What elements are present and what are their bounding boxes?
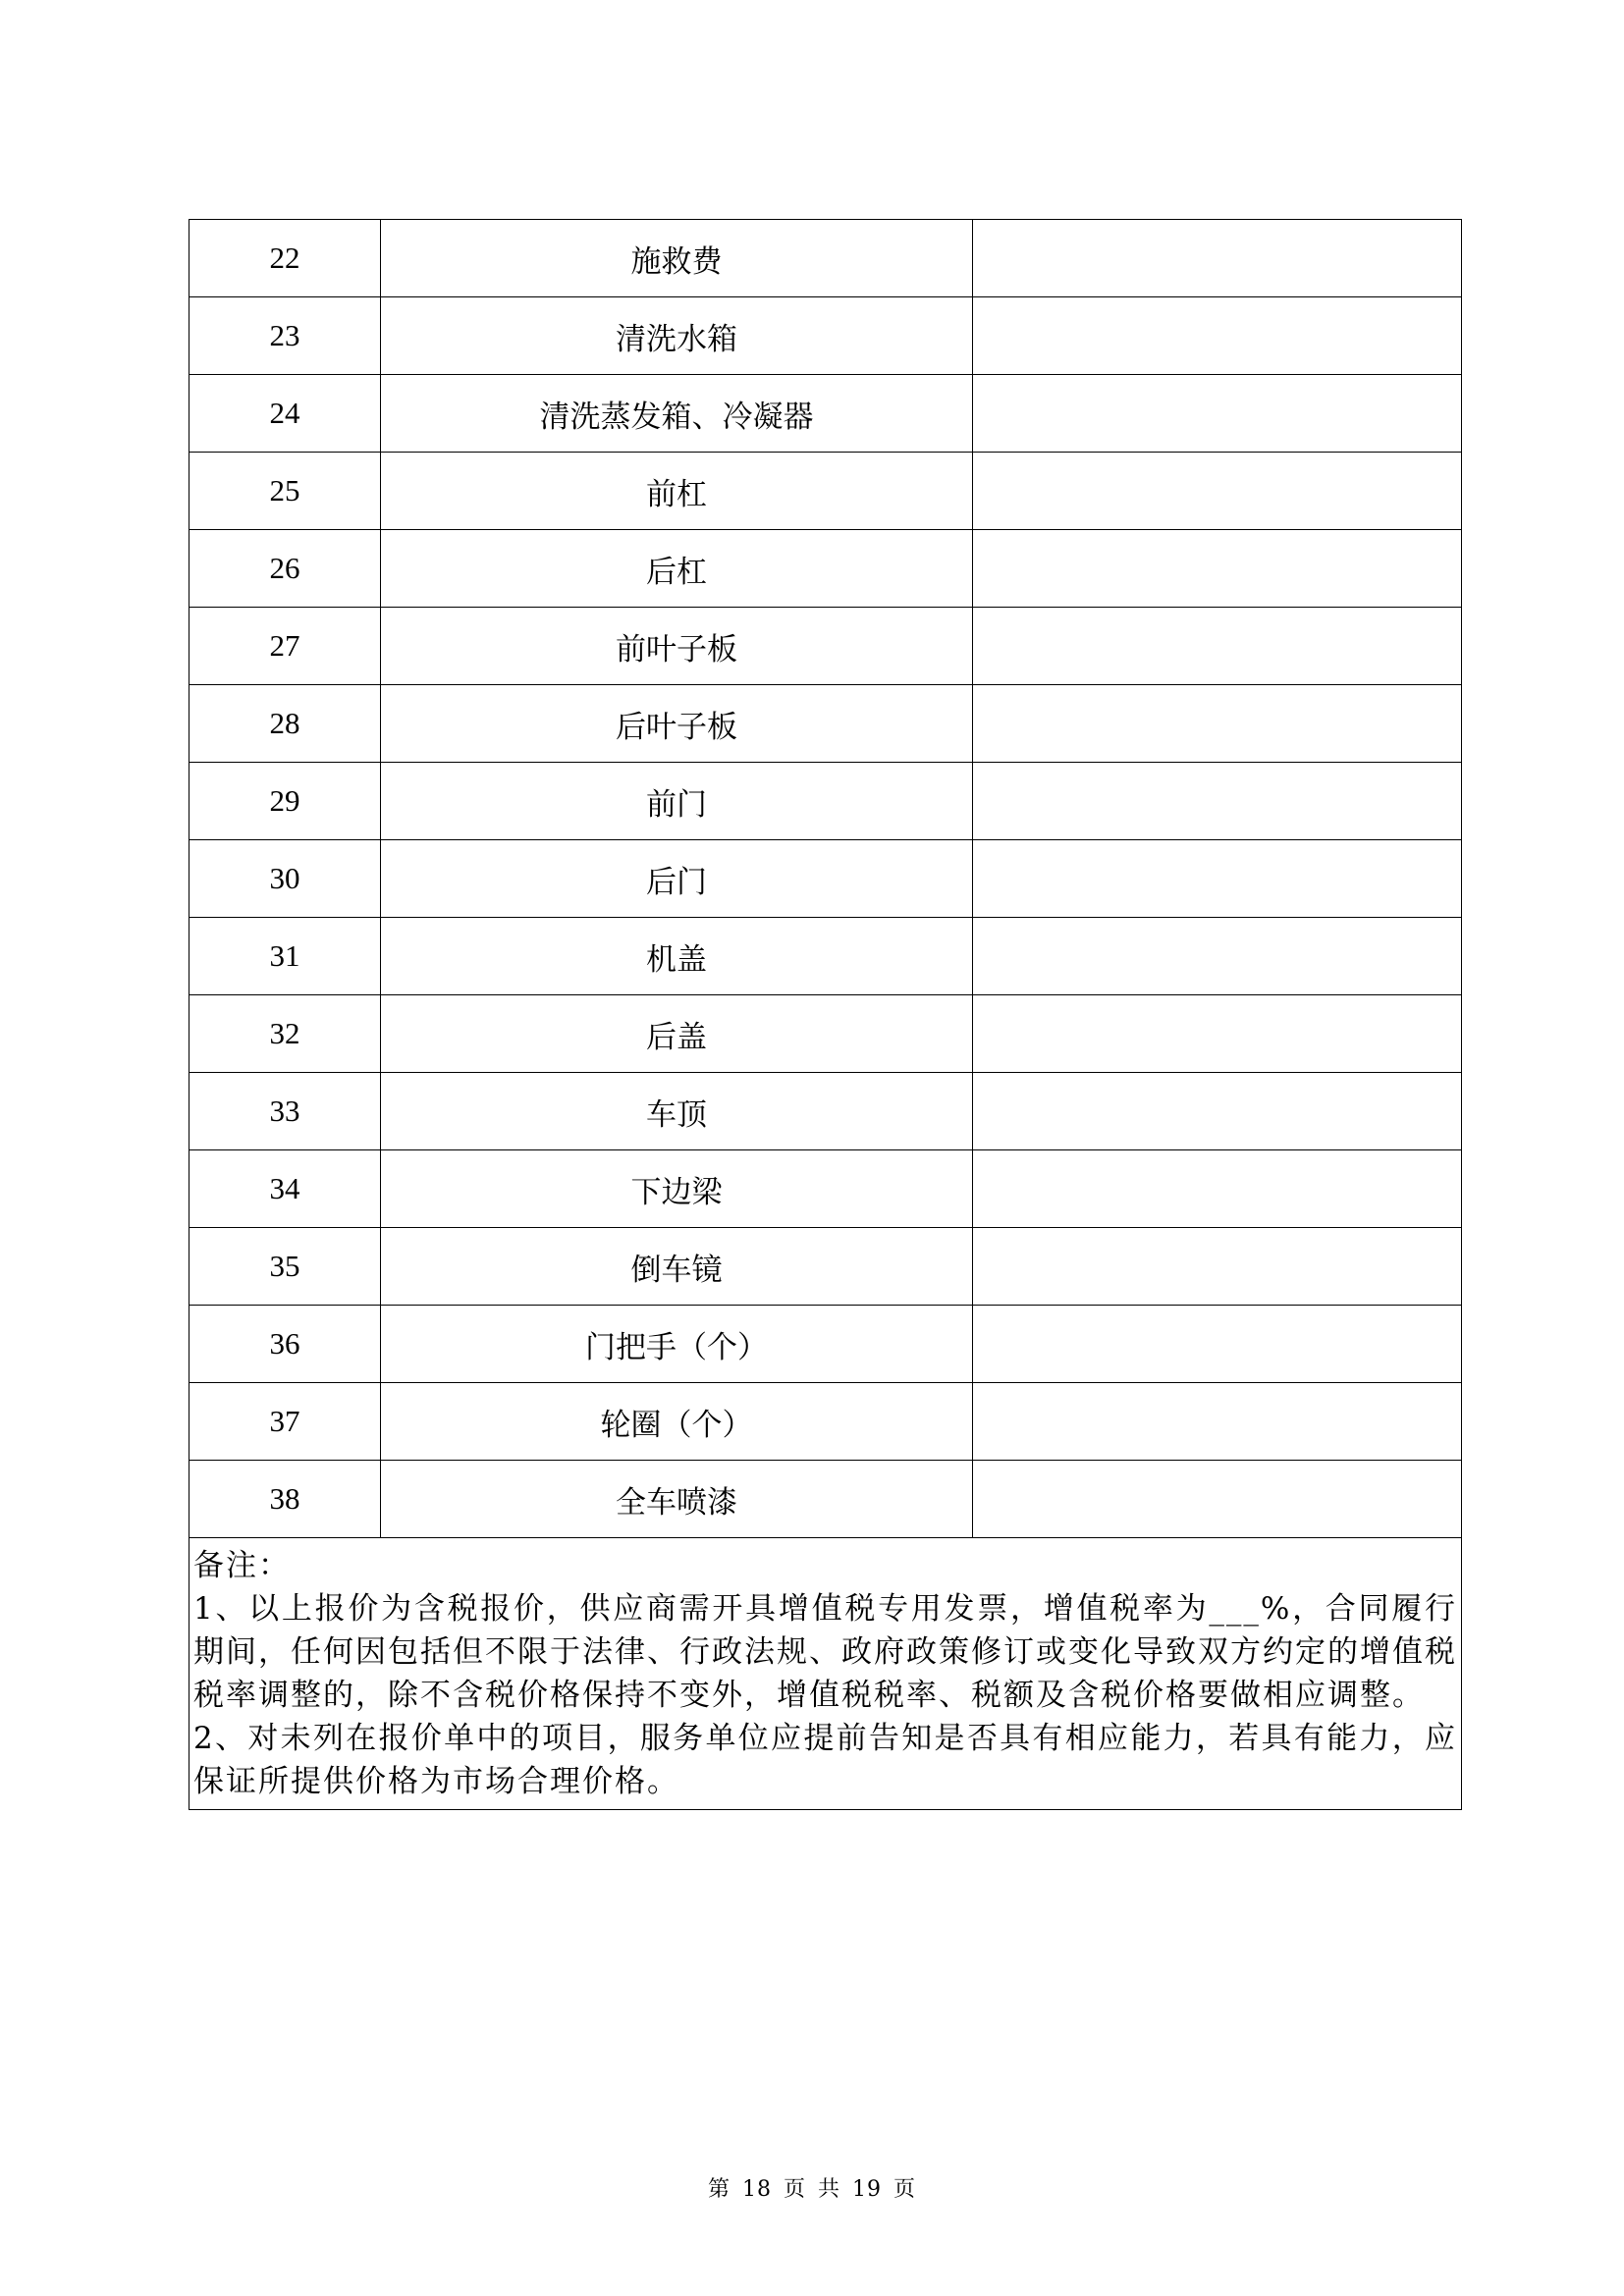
footer-page-current: 18 [741, 2177, 772, 2202]
notes-title: 备注： [193, 1548, 291, 1583]
notes-row [189, 1538, 1462, 1810]
table-row [189, 1150, 1462, 1228]
price-cell [973, 297, 1462, 375]
table-row [189, 918, 1462, 995]
row-number-cell: 23 [189, 297, 381, 375]
price-cell [973, 608, 1462, 685]
footer-page-total: 19 [852, 2177, 883, 2202]
item-name-cell: 清洗水箱 [381, 297, 973, 375]
row-number-cell: 26 [189, 530, 381, 608]
table-row [189, 530, 1462, 608]
table-row [189, 1383, 1462, 1461]
footer-total-prefix: 共 [818, 2177, 841, 2202]
table-row [189, 375, 1462, 453]
notes-cell [189, 1538, 1462, 1810]
row-number-cell: 32 [189, 995, 381, 1073]
table-row [189, 608, 1462, 685]
price-cell [973, 1228, 1462, 1306]
price-cell [973, 220, 1462, 297]
notes-item-1: 1、以上报价为含税报价，供应商需开具增值税专用发票，增值税率为___%，合同履行期间，任何因包括但不限于法律、行政法规、政府政策修订或变化导致双方约定的增值税税率调整的，除不含税价格保持不变外，增值税税率、税额及含税价格要做相应调整。 [193, 1591, 1457, 1713]
footer-page-suffix: 页 [893, 2177, 917, 2202]
item-name-cell: 后叶子板 [381, 685, 973, 763]
notes-item-2: 2、对未列在报价单中的项目，服务单位应提前告知是否具有相应能力，若具有能力，应保证所提供价格为市场合理价格。 [193, 1721, 1457, 1799]
footer-page-prefix: 第 [707, 2177, 731, 2202]
row-number-cell: 25 [189, 453, 381, 530]
footer-page-mid: 页 [783, 2177, 806, 2202]
price-cell [973, 453, 1462, 530]
item-name-cell: 后杠 [381, 530, 973, 608]
item-name-cell: 下边梁 [381, 1150, 973, 1228]
page-footer [0, 2172, 1624, 2203]
price-cell [973, 685, 1462, 763]
price-cell [973, 995, 1462, 1073]
price-cell [973, 918, 1462, 995]
row-number-cell: 36 [189, 1306, 381, 1383]
item-name-cell: 前杠 [381, 453, 973, 530]
row-number-cell: 24 [189, 375, 381, 453]
row-number-cell: 37 [189, 1383, 381, 1461]
row-number-cell: 35 [189, 1228, 381, 1306]
row-number-cell: 31 [189, 918, 381, 995]
table-row [189, 1306, 1462, 1383]
table-row [189, 1228, 1462, 1306]
row-number-cell: 27 [189, 608, 381, 685]
item-name-cell: 后门 [381, 840, 973, 918]
price-cell [973, 1150, 1462, 1228]
price-cell [973, 840, 1462, 918]
item-name-cell: 机盖 [381, 918, 973, 995]
table-row [189, 840, 1462, 918]
price-cell [973, 763, 1462, 840]
price-cell [973, 375, 1462, 453]
row-number-cell: 34 [189, 1150, 381, 1228]
table-row [189, 1073, 1462, 1150]
table-row [189, 995, 1462, 1073]
item-name-cell: 倒车镜 [381, 1228, 973, 1306]
table-row [189, 220, 1462, 297]
table-row [189, 453, 1462, 530]
price-cell [973, 1383, 1462, 1461]
table-row [189, 763, 1462, 840]
item-name-cell: 清洗蒸发箱、冷凝器 [381, 375, 973, 453]
table-row [189, 297, 1462, 375]
price-cell [973, 1306, 1462, 1383]
item-name-cell: 全车喷漆 [381, 1461, 973, 1538]
price-cell [973, 1461, 1462, 1538]
table-row [189, 685, 1462, 763]
item-name-cell: 车顶 [381, 1073, 973, 1150]
price-table-body [189, 220, 1462, 1538]
price-cell [973, 530, 1462, 608]
item-name-cell: 施救费 [381, 220, 973, 297]
item-name-cell: 前叶子板 [381, 608, 973, 685]
row-number-cell: 33 [189, 1073, 381, 1150]
item-name-cell: 门把手（个） [381, 1306, 973, 1383]
row-number-cell: 22 [189, 220, 381, 297]
table-row [189, 1461, 1462, 1538]
row-number-cell: 38 [189, 1461, 381, 1538]
row-number-cell: 29 [189, 763, 381, 840]
item-name-cell: 后盖 [381, 995, 973, 1073]
item-name-cell: 轮圈（个） [381, 1383, 973, 1461]
row-number-cell: 30 [189, 840, 381, 918]
price-cell [973, 1073, 1462, 1150]
price-table [189, 219, 1462, 1810]
row-number-cell: 28 [189, 685, 381, 763]
item-name-cell: 前门 [381, 763, 973, 840]
